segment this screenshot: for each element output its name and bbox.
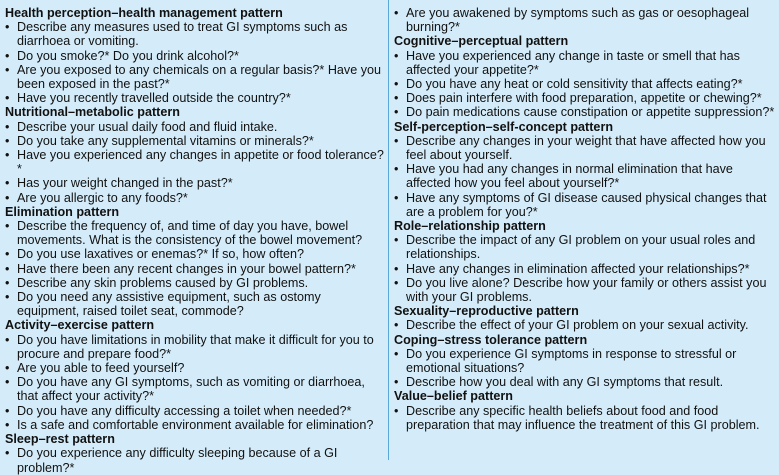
bullet-icon: • <box>5 62 10 77</box>
section-title: Health perception–health management pattern <box>5 6 283 20</box>
question-text: Have you had any changes in normal elimination that have affected how you feel about yourself?* <box>406 162 733 191</box>
section-title: Activity–exercise pattern <box>5 318 155 333</box>
question-text: Are you able to feed yourself? <box>17 361 185 376</box>
question-text: Do pain medications cause constipation or appetite suppression?* <box>406 105 775 120</box>
section-sexuality-reproductive-pattern <box>394 304 775 332</box>
bullet-icon: • <box>394 346 399 361</box>
list-item <box>5 148 384 176</box>
bullet-icon: • <box>394 91 399 106</box>
section-coping-stress-tolerance-pattern <box>394 333 775 390</box>
list-item <box>5 247 384 261</box>
bullet-icon: • <box>5 190 10 205</box>
list-item <box>394 49 775 77</box>
list-item <box>5 262 384 276</box>
bullet-icon: • <box>5 91 10 106</box>
bullet-icon: • <box>5 148 10 163</box>
question-text: Do you smoke?* Do you drink alcohol?* <box>17 48 239 63</box>
list-item <box>394 105 775 119</box>
list-item <box>5 176 384 190</box>
question-list <box>394 404 775 432</box>
list-item <box>394 318 775 332</box>
section-title: Cognitive–perceptual pattern <box>394 34 569 49</box>
column-divider <box>388 0 389 460</box>
section-elimination-pattern <box>5 205 384 319</box>
list-item <box>5 219 384 247</box>
left-column <box>0 0 388 475</box>
list-item <box>394 77 775 91</box>
question-text: Has your weight changed in the past?* <box>17 176 233 191</box>
list-item <box>5 375 384 403</box>
question-text: Do you have limitations in mobility that make it difficult for you to procure and prepare food?* <box>17 332 374 361</box>
question-text: Are you exposed to any chemicals on a regular basis?* Have you been exposed in the past?* <box>17 62 382 92</box>
bullet-icon: • <box>5 275 10 290</box>
bullet-icon: • <box>5 290 10 305</box>
question-text: Does pain interfere with food preparation, appetite or chewing?* <box>406 91 762 106</box>
bullet-icon: • <box>5 261 10 276</box>
list-item <box>5 276 384 290</box>
list-item <box>394 347 775 375</box>
question-text: Describe any specific health beliefs about food and food preparation that may influence the treatment of this GI problem. <box>406 403 760 432</box>
question-text: Describe any skin problems caused by GI problems. <box>17 275 309 290</box>
question-text: Have you experienced any changes in appetite or food tolerance?* <box>17 148 384 177</box>
question-text: Do you experience GI symptoms in response to stressful or emotional situations? <box>406 346 737 376</box>
section-cognitive-perceptual-pattern <box>394 34 775 119</box>
question-text: Describe how you deal with any GI symptoms that result. <box>406 375 724 390</box>
question-text: Describe your usual daily food and fluid intake. <box>17 119 278 134</box>
question-text: Do you have any difficulty accessing a toilet when needed?* <box>17 403 352 418</box>
list-item <box>394 91 775 105</box>
list-item <box>394 6 775 34</box>
list-item <box>394 375 775 389</box>
question-list <box>394 134 775 219</box>
question-list <box>394 49 775 120</box>
list-item <box>5 49 384 63</box>
question-text: Have any changes in elimination affected your relationships?* <box>406 261 750 276</box>
bullet-icon: • <box>5 219 10 234</box>
list-item <box>5 120 384 134</box>
list-item <box>5 446 384 474</box>
list-item <box>5 404 384 418</box>
question-text: Have any symptoms of GI disease caused physical changes that are a problem for you?* <box>406 190 767 219</box>
section-nutritional-metabolic-pattern <box>5 105 384 204</box>
section-title: Self-perception–self-concept pattern <box>394 119 614 134</box>
bullet-icon: • <box>394 48 399 63</box>
question-list <box>394 318 775 332</box>
right-column <box>388 0 779 460</box>
list-item <box>5 290 384 318</box>
bullet-icon: • <box>5 375 10 390</box>
question-text: Describe any changes in your weight that have affected how you feel about yourself. <box>406 133 766 163</box>
bullet-icon: • <box>5 361 10 376</box>
list-item <box>5 191 384 205</box>
section-title: Sleep–rest pattern <box>5 432 115 447</box>
question-text: Do you need any assistive equipment, such as ostomy equipment, raised toilet seat, commode? <box>17 290 321 319</box>
bullet-icon: • <box>5 48 10 63</box>
list-item <box>394 404 775 432</box>
question-list <box>394 6 775 34</box>
list-item <box>5 91 384 105</box>
section-title: Role–relationship pattern <box>394 219 546 234</box>
bullet-icon: • <box>394 77 399 92</box>
bullet-icon: • <box>394 403 399 418</box>
question-text: Describe the impact of any GI problem on your usual roles and relationships. <box>406 233 756 262</box>
question-list <box>5 446 384 474</box>
bullet-icon: • <box>5 332 10 347</box>
section-title: Value–belief pattern <box>394 389 513 404</box>
list-item <box>394 233 775 261</box>
list-item <box>5 333 384 361</box>
question-text: Have you experienced any change in taste or smell that has affected your appetite?* <box>406 48 740 77</box>
question-text: Are you awakened by symptoms such as gas or oesophageal burning?* <box>406 6 750 35</box>
section-title: Sexuality–reproductive pattern <box>394 304 579 319</box>
question-list <box>5 333 384 432</box>
list-item <box>5 361 384 375</box>
question-text: Do you experience any difficulty sleeping because of a GI problem?* <box>17 446 338 475</box>
question-text: Describe any measures used to treat GI symptoms such as diarrhoea or vomiting. <box>17 20 348 49</box>
bullet-icon: • <box>5 176 10 191</box>
question-text: Have there been any recent changes in your bowel pattern?* <box>17 261 356 276</box>
question-text: Do you have any heat or cold sensitivity that affects eating?* <box>406 77 743 92</box>
section-role-relationship-pattern <box>394 219 775 304</box>
list-item <box>5 63 384 91</box>
bullet-icon: • <box>394 233 399 248</box>
bullet-icon: • <box>394 105 399 120</box>
question-list <box>5 219 384 318</box>
bullet-icon: • <box>394 133 399 148</box>
bullet-icon: • <box>394 190 399 205</box>
question-text: Do you use laxatives or enemas?* If so, how often? <box>17 247 305 262</box>
list-item <box>394 276 775 304</box>
bullet-icon: • <box>5 403 10 418</box>
question-text: Do you live alone? Describe how your family or others assist you with your GI problems. <box>406 275 767 305</box>
section-title: Coping–stress tolerance pattern <box>394 332 588 347</box>
bullet-icon: • <box>5 133 10 148</box>
question-text: Have you recently travelled outside the country?* <box>17 91 291 106</box>
question-text: Describe the frequency of, and time of day you have, bowel movements. What is the consistency of the bowel movement? <box>17 219 363 248</box>
section-value-belief-pattern <box>394 389 775 432</box>
section-continued <box>394 6 775 34</box>
question-text: Do you have any GI symptoms, such as vomiting or diarrhoea, that affect your activity?* <box>17 375 365 404</box>
section-activity-exercise-pattern <box>5 318 384 432</box>
bullet-icon: • <box>394 318 399 333</box>
bullet-icon: • <box>394 261 399 276</box>
bullet-icon: • <box>394 375 399 390</box>
list-item <box>5 418 384 432</box>
section-self-perception-self-concept-pattern <box>394 120 775 219</box>
question-list <box>5 120 384 205</box>
question-text: Describe the effect of your GI problem on your sexual activity. <box>406 318 749 333</box>
bullet-icon: • <box>394 162 399 177</box>
question-list <box>5 20 384 105</box>
section-title: Nutritional–metabolic pattern <box>5 105 180 120</box>
section-health-perception-health-management-pattern <box>5 6 384 105</box>
section-sleep-rest-pattern <box>5 432 384 475</box>
bullet-icon: • <box>5 417 10 432</box>
bullet-icon: • <box>5 20 10 35</box>
question-text: Are you allergic to any foods?* <box>17 190 188 205</box>
list-item <box>394 162 775 190</box>
list-item <box>394 262 775 276</box>
bullet-icon: • <box>5 247 10 262</box>
question-list <box>394 233 775 304</box>
list-item <box>5 20 384 48</box>
question-text: Do you take any supplemental vitamins or minerals?* <box>17 133 314 148</box>
section-title: Elimination pattern <box>5 204 120 219</box>
bullet-icon: • <box>5 446 10 461</box>
list-item <box>5 134 384 148</box>
bullet-icon: • <box>5 119 10 134</box>
bullet-icon: • <box>394 6 399 20</box>
question-list <box>394 347 775 390</box>
bullet-icon: • <box>394 275 399 290</box>
list-item <box>394 191 775 219</box>
question-text: Is a safe and comfortable environment available for elimination? <box>17 417 374 432</box>
list-item <box>394 134 775 162</box>
